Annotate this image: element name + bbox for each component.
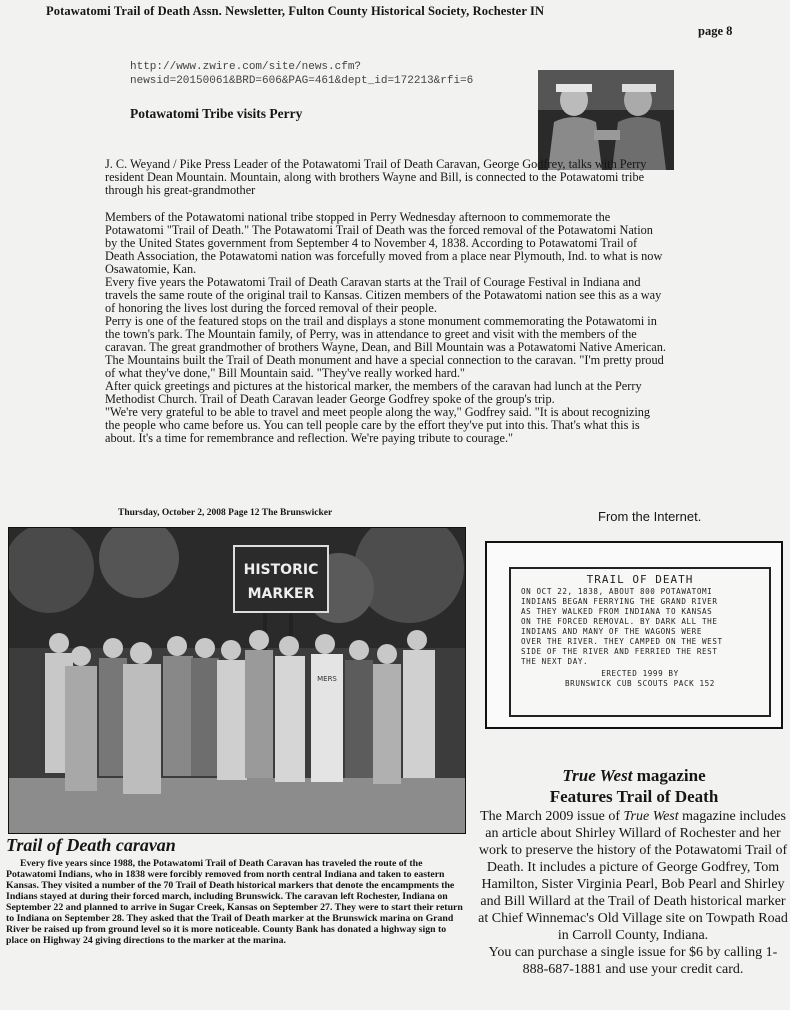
marker-title: TRAIL OF DEATH [586,573,694,586]
marker-plaque [509,567,771,717]
article-title: Potawatomi Tribe visits Perry [130,106,303,121]
true-west-title [484,765,784,807]
marker-text: ON OCT 22, 1838, ABOUT 800 POTAWATOMI INDIANS BEGAN FERRYING THE GRAND RIVER AS THEY WALKED FROM INDIANA TO KANSAS ON THE FORCED REMOVAL. BY DARK ALL THE INDIANS AND MANY OF THE WAGONS WERE OVER THE RIVER. THEY CAMPED ON THE WEST SIDE OF THE RIVER AND FERRIED THE REST THE NEXT DAY. [521,587,723,666]
godfrey-mountain-photo [538,70,674,170]
trail-of-death-marker-photo [485,541,783,729]
page-number: page 8 [698,24,733,38]
true-west-body-1: The March 2009 issue of [480,809,624,824]
true-west-body [478,808,788,978]
caption-body: Every five years since 1988, the Potawatomi Trail of Death Caravan has traveled the route of the Potawatomi Indians, who in 1838 were forcibly removed from north central Indiana and taken to eastern Kansas. They visited a number of the 70 Trail of Death historical markers that denote the encampments the Indians stayed at during their forced march, including Brunswick. The caravan left Rochester, Indiana on September 22 and planned to arrive in Sugar Creek, Kansas on September 27. They were to start their return to Indiana on September 28. They asked that the Trail of Death marker at the Brunswick marina on Grand River be raised up from ground level so it is more noticeable. County Bank has donated a highway sign to place on Highway 24 giving directions to the marker at the marina. [6,858,463,946]
photo-caption-text: J. C. Weyand / Pike Press Leader of the Potawatomi Trail of Death Caravan, George Godfrey, talks with Perry resident Dean Mountain. Mountain, along with brothers Wayne and Bill, is connected to the Potawatomi tribe through his great-grandmother [105,157,647,197]
newsletter-header: Potawatomi Trail of Death Assn. Newsletter, Fulton County Historical Society, Rochester IN [46,4,545,18]
article-body: Members of the Potawatomi national tribe stopped in Perry Wednesday afternoon to commemorate the Potawatomi "Trail of Death." The Potawatomi Trail of Death was the forced removal of the Potawatomi Nation by the United States government from September 4 to November 4, 1838. According to Potawatomi Trail of Death Association, the Potawatomi nation was forcefully moved from a place near Plymouth, Ind. to what is now Osawatomie, Kan. Every five years the Potawatomi Trail of Death Caravan starts at the Trail of Courage Festival in Indiana and travels the same route of the original trail to Kansas. Citizen members of the Potawatomi nation see this as a way of honoring the lives lost during the forced removal of their people. Perry is one of the featured stops on the trail and displays a stone monument commemorating the Potawatomi in the town's park. The Mountain family, of Perry, was in attendance to greet and visit with the members of the caravan. The great grandmother of brothers Wayne, Dean, and Bill Mountain was a Potawatomi Native American. The Mountains built the Trail of Death monument and have a special connection to the caravan. "I'm pretty proud of what they've done," Bill Mountain said. "They've really worked hard." After quick greetings and pictures at the historical marker, the members of the caravan had lunch at the Perry Methodist Church. Trail of Death Caravan leader George Godfrey spoke of the group's trip. "We're very grateful to be able to travel and meet people along the way," Godfrey said. "It is about recognizing the people who came before us. You can tell people care by the effort they've put into this. That's what this is about. It's a time for remembrance and reflection. We're paying tribute to courage." [105,210,666,445]
true-west-title-italic: True West [562,766,633,785]
true-west-body-italic: True West [623,809,679,824]
from-internet-label: From the Internet. [598,509,702,524]
caravan-group-image [9,528,465,833]
true-west-body-2: magazine includes an article about Shirley Willard of Rochester and her work to preserve the history of the Potawatomi Trail of Death. It includes a picture of George Godfrey, Tom Hamilton, Sister Virginia Pearl, Bob Pearl and Shirley and Bill Willard at the Trail of Death historical marker at Chief Winnemac's Old Village site on Towpath Road in Carroll County, Indiana. [478,809,788,943]
shirt-print: MERS [317,675,337,683]
caption-title: Trail of Death caravan [6,835,176,855]
true-west-body-3: You can purchase a single issue for $6 by calling 1-888-687-1881 and use your credit card. [488,945,778,977]
source-url: http://www.zwire.com/site/news.cfm? newsid=20150061&BRD=606&PAG=461&dept_id=172213&rfi=6 [130,61,474,87]
true-west-title-line2: Features Trail of Death [549,787,719,806]
photo-two-men-image [538,70,674,170]
historic-marker-sign-line1: HISTORIC [243,562,319,578]
true-west-title-rest: magazine [632,766,706,785]
marker-footer: ERECTED 1999 BY BRUNSWICK CUB SCOUTS PACK 152 [565,669,715,688]
brunswicker-dateline: Thursday, October 2, 2008 Page 12 The Brunswicker [118,508,333,518]
historic-marker-sign-line2: MARKER [247,586,315,602]
caravan-group-photo [8,527,466,834]
